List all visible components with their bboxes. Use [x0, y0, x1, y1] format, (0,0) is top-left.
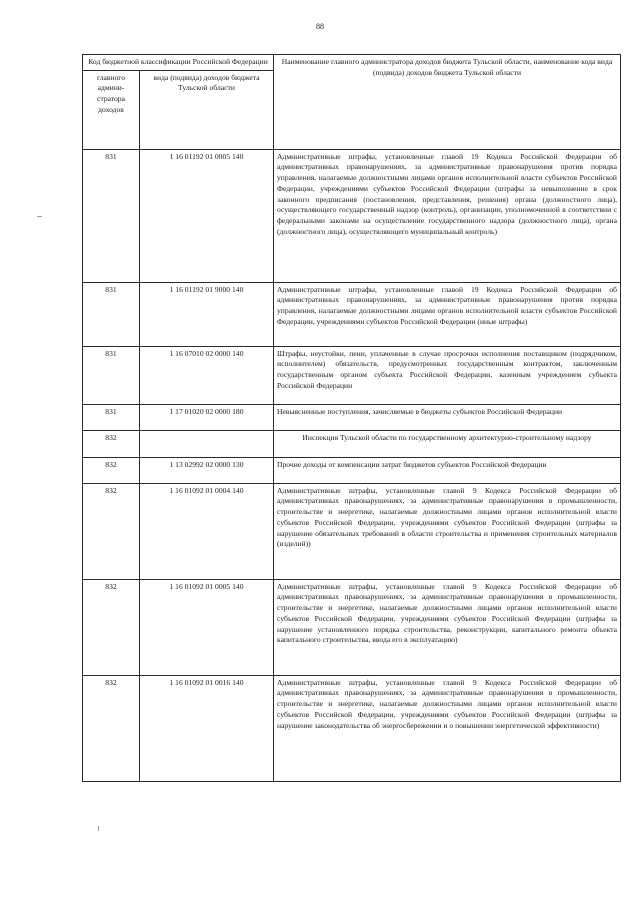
revenue-code: 1 16 07010 02 0000 140 [140, 346, 274, 404]
table-row [83, 675, 621, 781]
table-row [83, 579, 621, 675]
admin-code: 832 [83, 579, 140, 675]
admin-code: 832 [83, 457, 140, 483]
revenue-code: 1 16 01092 01 0016 140 [140, 675, 274, 781]
header-admin-column: главного админи-стратора доходов [83, 70, 140, 149]
admin-code: 832 [83, 430, 140, 457]
revenue-name: Административные штрафы, установленные главой 9 Кодекса Российской Федерации об административных правонарушениях, за административные правонарушения в промышленности, строительстве и энергетике, налагаемые должностными лицами органов исполнительной власти субъектов Российской Федерации, учреждениями субъектов Российской Федерации (штрафы за нарушение обязательных требований в области строительства и применения строительных материалов (изделий)) [274, 483, 621, 579]
header-kind-column: вида (подвида) доходов бюджета Тульской области [140, 70, 274, 149]
table-header-row [83, 55, 621, 71]
administrator-name: Инспекция Тульской области по государственному архитектурно-строительному надзору [274, 430, 621, 457]
revenue-code [140, 430, 274, 457]
admin-code: 831 [83, 149, 140, 282]
page-number: 88 [316, 22, 324, 31]
admin-code: 831 [83, 282, 140, 346]
revenue-name: Прочие доходы от компенсации затрат бюджетов субъектов Российской Федерации [274, 457, 621, 483]
revenue-code: 1 16 01092 01 0004 140 [140, 483, 274, 579]
admin-code: 831 [83, 404, 140, 430]
table-row [83, 404, 621, 430]
revenue-name: Штрафы, неустойки, пени, уплаченные в случае просрочки исполнения поставщиком (подрядчиком, исполнителем) обязательств, предусмотренных государственным контрактом, заключенным государственным органом субъекта Российской Федерации, казенным учреждением субъекта Российской Федерации [274, 346, 621, 404]
revenue-code: 1 13 02992 02 0000 130 [140, 457, 274, 483]
scan-mark [37, 216, 42, 217]
table-row [83, 457, 621, 483]
header-name-group: Наименование главного администратора доходов бюджета Тульской области, наименование кода вида (подвида) доходов бюджета Тульской области [274, 55, 621, 150]
table-row [83, 282, 621, 346]
revenue-name: Невыясненные поступления, зачисляемые в бюджеты субъектов Российской Федерации [274, 404, 621, 430]
header-code-group: Код бюджетной классификации Российской Федерации [83, 55, 274, 71]
revenue-code: 1 16 01192 01 9000 140 [140, 282, 274, 346]
admin-code: 831 [83, 346, 140, 404]
admin-code: 832 [83, 675, 140, 781]
revenue-name: Административные штрафы, установленные главой 19 Кодекса Российской Федерации об административных правонарушениях, за административные правонарушения против порядка управления, налагаемые должностными лицами органов исполнительной власти субъектов Российской Федерации, учреждениями субъектов Российской Федерации (штрафы за невыполнение в срок законного предписания (постановления, представления, решения) органа (должностного лица), осуществляющего государственный надзор (контроль), организации, уполномоченной в соответствии с федеральными законами на осуществление государственного надзора (должностного лица), органа (должностного лица), осуществляющего муниципальный контроль) [274, 149, 621, 282]
revenue-code: 1 16 01192 01 0005 140 [140, 149, 274, 282]
admin-code: 832 [83, 483, 140, 579]
revenue-name: Административные штрафы, установленные главой 9 Кодекса Российской Федерации об административных правонарушениях, за административные правонарушения в промышленности, строительстве и энергетике, налагаемые должностными лицами органов исполнительной власти субъектов Российской Федерации, учреждениями субъектов Российской Федерации (штрафы за нарушение законодательства об энергосбережении и о повышении энергетической эффективности) [274, 675, 621, 781]
table-row [83, 483, 621, 579]
scan-mark [98, 826, 99, 831]
budget-revenue-table [82, 54, 621, 782]
revenue-name: Административные штрафы, установленные главой 9 Кодекса Российской Федерации об административных правонарушениях, за административные правонарушения в промышленности, строительстве и энергетике, налагаемые должностными лицами органов исполнительной власти субъектов Российской Федерации, учреждениями субъектов Российской Федерации (штрафы за нарушение установленного порядка строительства, реконструкции, капитального ремонта объекта капитального строительства, ввода его в эксплуатацию) [274, 579, 621, 675]
revenue-code: 1 17 01020 02 0000 180 [140, 404, 274, 430]
revenue-name: Административные штрафы, установленные главой 19 Кодекса Российской Федерации об административных правонарушениях, за административные правонарушения против порядка управления, налагаемые должностными лицами органов исполнительной власти субъектов Российской Федерации, учреждениями субъектов Российской Федерации (иные штрафы) [274, 282, 621, 346]
table-row [83, 149, 621, 282]
table-row [83, 346, 621, 404]
table-row-administrator-heading [83, 430, 621, 457]
revenue-code: 1 16 01092 01 0005 140 [140, 579, 274, 675]
